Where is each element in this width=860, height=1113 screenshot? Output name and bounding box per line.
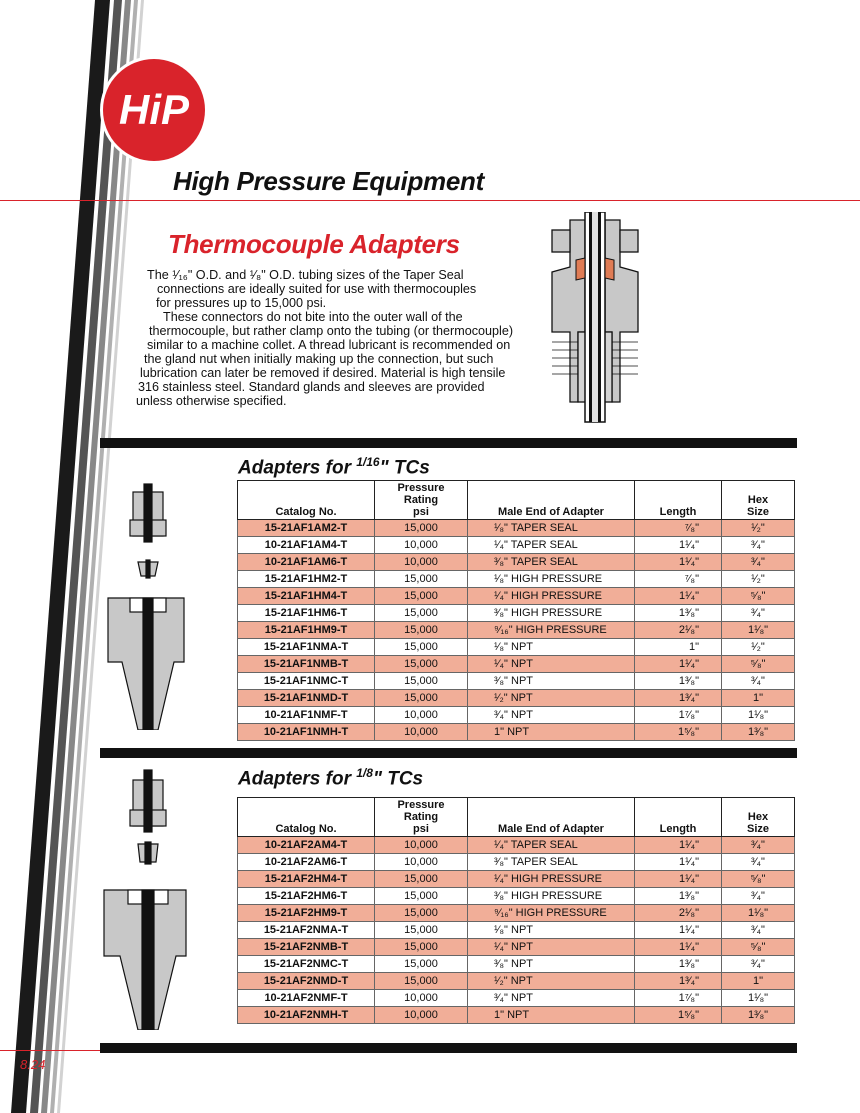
pressure-cell: 10,000 [375,537,468,554]
catalog-cell: 10-21AF1AM4-T [238,537,375,554]
table-row [238,690,795,707]
intro-line: 316 stainless steel. Standard glands and sleeves are provided [138,380,485,394]
table-row [238,905,795,922]
catalog-cell: 10-21AF1AM6-T [238,554,375,571]
male-end-cell: ³⁄₈" HIGH PRESSURE [468,888,635,905]
male-end-cell: ⁹⁄₁₆" HIGH PRESSURE [468,905,635,922]
length-cell: 1³⁄₈" [635,605,722,622]
male-end-cell: ¹⁄₄" NPT [468,939,635,956]
pressure-cell: 15,000 [375,690,468,707]
catalog-cell: 15-21AF1NMB-T [238,656,375,673]
intro-line: for pressures up to 15,000 psi. [156,296,327,310]
intro-line: The ¹⁄₁₆" O.D. and ¹⁄₈" O.D. tubing sizes of the Taper Seal [147,268,464,282]
length-cell: 1¹⁄₄" [635,588,722,605]
adapter-cross-section-illustration [540,212,650,430]
male-end-cell: ¹⁄₈" HIGH PRESSURE [468,571,635,588]
hex-cell: 1³⁄₈" [722,1007,795,1024]
col-pressure: Pressure Rating psi [375,798,468,837]
section-title: Adapters for $^{1/8}$" TCs [238,766,424,790]
catalog-cell: 10-21AF1NMF-T [238,707,375,724]
catalog-cell: 15-21AF1AM2-T [238,520,375,537]
catalog-cell: 10-21AF2AM6-T [238,854,375,871]
col-catalog: Catalog No. [238,481,375,520]
logo-text: HiP [118,86,190,133]
length-cell: 1¹⁄₄" [635,537,722,554]
hex-cell: 1¹⁄₈" [722,622,795,639]
male-end-cell: ³⁄₈" TAPER SEAL [468,554,635,571]
male-end-cell: ¹⁄₂" NPT [468,690,635,707]
section-title: Adapters for $^{1/16}$" TCs [238,455,430,479]
page-title: Thermocouple Adapters [168,229,460,259]
fittings-illustration [100,480,190,730]
length-cell: ⁷⁄₈" [635,520,722,537]
male-end-cell: ¹⁄₈" NPT [468,922,635,939]
table-row [238,537,795,554]
intro-line: lubrication can later be removed if desired. Material is high tensile [140,366,506,380]
hex-cell: ³⁄₄" [722,837,795,854]
catalog-cell: 15-21AF2NMD-T [238,973,375,990]
catalog-cell: 10-21AF2NMF-T [238,990,375,1007]
male-end-cell: ³⁄₄" NPT [468,990,635,1007]
col-length: Length [635,798,722,837]
length-cell: 1³⁄₈" [635,673,722,690]
male-end-cell: ¹⁄₄" NPT [468,656,635,673]
catalog-cell: 15-21AF2NMA-T [238,922,375,939]
length-cell: 1¹⁄₄" [635,554,722,571]
male-end-cell: 1" NPT [468,724,635,741]
hex-cell: ³⁄₄" [722,956,795,973]
male-end-cell: ³⁄₄" NPT [468,707,635,724]
table-row [238,854,795,871]
catalog-cell: 15-21AF1HM2-T [238,571,375,588]
catalog-cell: 15-21AF2NMB-T [238,939,375,956]
fittings-illustration [100,768,190,1030]
hex-cell: ³⁄₄" [722,537,795,554]
col-male-end: Male End of Adapter [468,481,635,520]
table-row [238,1007,795,1024]
table-row [238,990,795,1007]
hex-cell: ⁵⁄₈" [722,871,795,888]
length-cell: 1³⁄₄" [635,690,722,707]
pressure-cell: 15,000 [375,622,468,639]
length-cell: 1¹⁄₄" [635,854,722,871]
catalog-cell: 15-21AF2NMC-T [238,956,375,973]
pressure-cell: 10,000 [375,837,468,854]
length-cell: 1⁷⁄₈" [635,990,722,1007]
pressure-cell: 15,000 [375,905,468,922]
hex-cell: ¹⁄₂" [722,639,795,656]
hex-cell: ⁵⁄₈" [722,939,795,956]
male-end-cell: ³⁄₈" NPT [468,673,635,690]
table-row [238,656,795,673]
bottom-divider [100,1043,797,1053]
pressure-cell: 15,000 [375,520,468,537]
section-divider [100,438,797,448]
intro-line: thermocouple, but rather clamp onto the tubing (or thermocouple) [149,324,514,338]
male-end-cell: ¹⁄₈" NPT [468,639,635,656]
table-row [238,871,795,888]
col-hex: Hex Size [722,798,795,837]
male-end-cell: ³⁄₈" HIGH PRESSURE [468,605,635,622]
hex-cell: 1¹⁄₈" [722,905,795,922]
hex-cell: ³⁄₄" [722,888,795,905]
table-row [238,724,795,741]
table-header-row [238,481,795,520]
table-row [238,554,795,571]
section-fraction: 1/8 [356,766,373,780]
pressure-cell: 10,000 [375,854,468,871]
col-length: Length [635,481,722,520]
length-cell: 1¹⁄₄" [635,922,722,939]
intro-line: These connectors do not bite into the outer wall of the [163,310,463,324]
table-header-row [238,798,795,837]
length-cell: 1¹⁄₄" [635,837,722,854]
catalog-cell: 10-21AF1NMH-T [238,724,375,741]
intro-line: connections are ideally suited for use with thermocouples [157,282,477,296]
catalog-cell: 15-21AF2HM4-T [238,871,375,888]
table-row [238,520,795,537]
table-body [238,837,795,1024]
length-cell: 1¹⁄₄" [635,939,722,956]
hex-cell: ⁵⁄₈" [722,588,795,605]
pressure-cell: 15,000 [375,922,468,939]
male-end-cell: ⁹⁄₁₆" HIGH PRESSURE [468,622,635,639]
catalog-cell: 15-21AF1HM6-T [238,605,375,622]
hex-cell: ¹⁄₂" [722,520,795,537]
table-row [238,973,795,990]
length-cell: 2¹⁄₈" [635,622,722,639]
pressure-cell: 10,000 [375,554,468,571]
table-row [238,956,795,973]
pressure-cell: 10,000 [375,707,468,724]
table-row [238,922,795,939]
table-row [238,571,795,588]
table-row [238,605,795,622]
catalog-cell: 15-21AF2HM6-T [238,888,375,905]
male-end-cell: ¹⁄₄" HIGH PRESSURE [468,588,635,605]
length-cell: 1¹⁄₄" [635,871,722,888]
page-number: 8.24 [20,1057,46,1072]
pressure-cell: 15,000 [375,871,468,888]
hex-cell: ³⁄₄" [722,854,795,871]
length-cell: 1⁵⁄₈" [635,724,722,741]
pressure-cell: 15,000 [375,888,468,905]
length-cell: 1⁵⁄₈" [635,1007,722,1024]
company-name: High Pressure Equipment [173,166,484,196]
catalog-cell: 15-21AF1NMC-T [238,673,375,690]
col-hex: Hex Size [722,481,795,520]
adapters-1-8-table [237,797,795,1024]
pressure-cell: 10,000 [375,724,468,741]
table-row [238,622,795,639]
table-row [238,888,795,905]
table-row [238,588,795,605]
intro-line: similar to a machine collet. A thread lubricant is recommended on [147,338,511,352]
table-row [238,707,795,724]
male-end-cell: ³⁄₈" TAPER SEAL [468,854,635,871]
male-end-cell: ¹⁄₄" TAPER SEAL [468,837,635,854]
catalog-cell: 15-21AF2HM9-T [238,905,375,922]
male-end-cell: ¹⁄₂" NPT [468,973,635,990]
catalog-cell: 15-21AF1HM9-T [238,622,375,639]
length-cell: 2¹⁄₈" [635,905,722,922]
length-cell: 1⁷⁄₈" [635,707,722,724]
hip-logo [98,54,210,166]
catalog-cell: 15-21AF1HM4-T [238,588,375,605]
table-row [238,939,795,956]
catalog-cell: 15-21AF1NMD-T [238,690,375,707]
table-row [238,673,795,690]
hex-cell: 1" [722,690,795,707]
section-divider [100,748,797,758]
pressure-cell: 15,000 [375,956,468,973]
pressure-cell: 15,000 [375,973,468,990]
hex-cell: ³⁄₄" [722,922,795,939]
hex-cell: 1" [722,973,795,990]
hex-cell: ³⁄₄" [722,554,795,571]
length-cell: 1³⁄₈" [635,956,722,973]
pressure-cell: 15,000 [375,639,468,656]
catalog-cell: 15-21AF1NMA-T [238,639,375,656]
pressure-cell: 15,000 [375,656,468,673]
col-male-end: Male End of Adapter [468,798,635,837]
hex-cell: ³⁄₄" [722,605,795,622]
intro-line: unless otherwise specified. [136,394,287,408]
length-cell: ⁷⁄₈" [635,571,722,588]
hex-cell: ³⁄₄" [722,673,795,690]
male-end-cell: ¹⁄₈" TAPER SEAL [468,520,635,537]
pressure-cell: 10,000 [375,1007,468,1024]
col-pressure: Pressure Rating psi [375,481,468,520]
table-row [238,837,795,854]
section-fraction: 1/16 [356,455,380,469]
length-cell: 1" [635,639,722,656]
hex-cell: 1¹⁄₈" [722,990,795,1007]
hex-cell: ¹⁄₂" [722,571,795,588]
intro-line: the gland nut when initially making up the connection, but such [144,352,494,366]
length-cell: 1³⁄₄" [635,973,722,990]
table-row [238,639,795,656]
col-catalog: Catalog No. [238,798,375,837]
male-end-cell: ¹⁄₄" TAPER SEAL [468,537,635,554]
male-end-cell: ¹⁄₄" HIGH PRESSURE [468,871,635,888]
hex-cell: 1¹⁄₈" [722,707,795,724]
pressure-cell: 15,000 [375,571,468,588]
footer-rule [0,1050,100,1051]
pressure-cell: 15,000 [375,673,468,690]
adapters-1-16-table [237,480,795,741]
hex-cell: ⁵⁄₈" [722,656,795,673]
male-end-cell: ³⁄₈" NPT [468,956,635,973]
male-end-cell: 1" NPT [468,1007,635,1024]
pressure-cell: 10,000 [375,990,468,1007]
pressure-cell: 15,000 [375,605,468,622]
hex-cell: 1³⁄₈" [722,724,795,741]
pressure-cell: 15,000 [375,588,468,605]
length-cell: 1¹⁄₄" [635,656,722,673]
catalog-cell: 10-21AF2AM4-T [238,837,375,854]
pressure-cell: 15,000 [375,939,468,956]
length-cell: 1³⁄₈" [635,888,722,905]
table-body [238,520,795,741]
header-rule [0,200,860,201]
catalog-cell: 10-21AF2NMH-T [238,1007,375,1024]
